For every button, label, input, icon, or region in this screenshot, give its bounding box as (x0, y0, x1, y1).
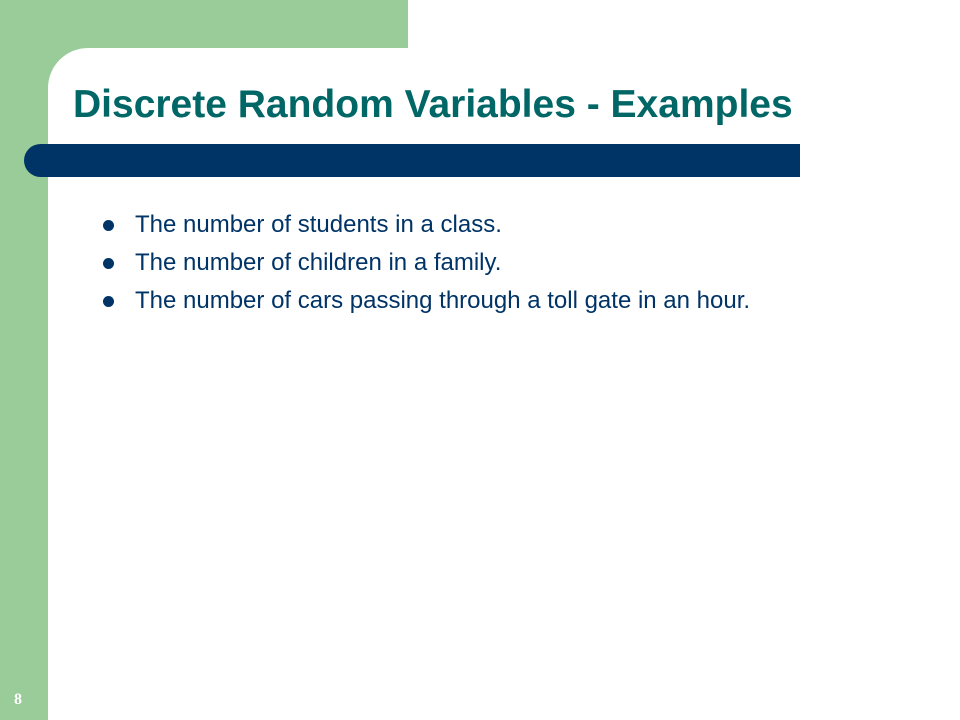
title-underline-bar (24, 144, 800, 177)
left-green-sidebar (0, 0, 48, 720)
top-green-band (0, 0, 408, 48)
page-number: 8 (14, 691, 22, 708)
bullet-item (103, 208, 883, 241)
bullet-text: The number of children in a family. (135, 249, 502, 276)
bullet-item (103, 246, 883, 279)
slide-title: Discrete Random Variables - Examples (73, 83, 793, 126)
bullet-dot-icon (103, 258, 114, 269)
bullet-text: The number of students in a class. (135, 211, 502, 238)
bullet-dot-icon (103, 296, 114, 307)
bullet-text: The number of cars passing through a toll gate in an hour. (135, 287, 751, 314)
bullet-dot-icon (103, 220, 114, 231)
bullet-item (103, 284, 883, 317)
bullet-list (103, 208, 883, 322)
